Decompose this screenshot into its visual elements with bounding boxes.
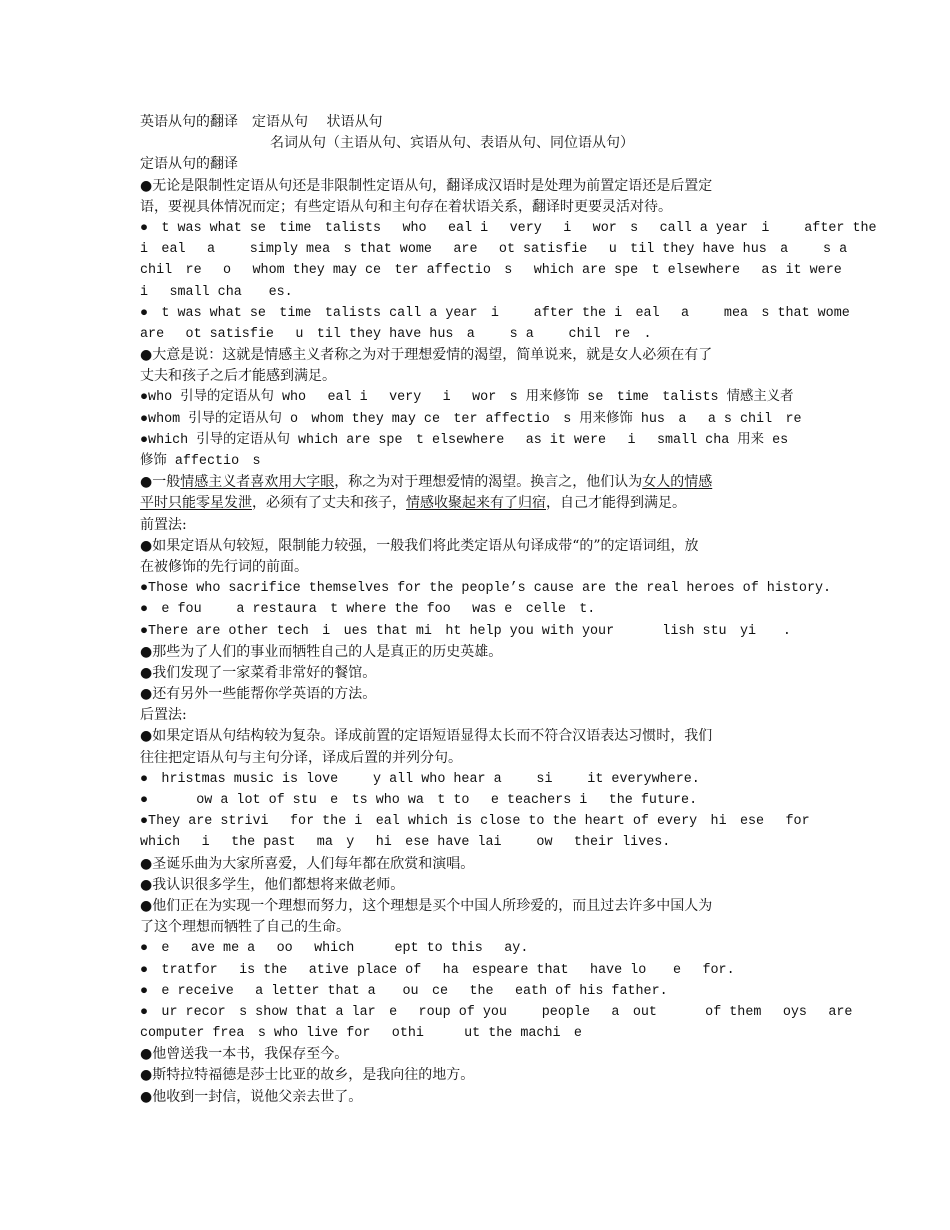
meaning-line-1: ●大意是说：这就是情感主义者称之为对于理想爱情的渴望，简单说来，就是女人必须在有了 [140, 347, 713, 364]
back-example-en-4: ● e ave me a oo which ept to this ay. [140, 941, 529, 957]
front-example-zh-3: ●还有另外一些能帮你学英语的方法。 [140, 686, 377, 703]
front-desc-line-2: 在被修饰的先行词的前面。 [140, 558, 308, 575]
translation-line-1 [140, 472, 920, 493]
example1-line-4: i small cha es. [140, 284, 293, 300]
back-example-zh-2: ●我认识很多学生，他们都想将来做老师。 [140, 876, 405, 893]
back-example-en-2: ● ow a lot of stu e ts who wa t to e teachers i the future. [140, 793, 698, 808]
example2-line-2: are ot satisfie u til they have hus a s a chil re . [140, 326, 652, 342]
example1-line-3: chil re o whom they may ce ter affectio s which are spe t elsewhere as it were [140, 263, 842, 279]
back-heading: 后置法: [140, 707, 187, 724]
underlined-phrase: 平时只能零星发泄 [140, 495, 252, 512]
back-example-en-1: ● hristmas music is love y all who hear a si it everywhere. [140, 771, 700, 787]
back-example-en-7-line-2: computer frea s who live for othi ut the machi e [140, 1026, 582, 1042]
front-heading: 前置法: [140, 516, 187, 533]
example2-line-1: ● t was what se time talists call a year i after the i eal a mea s that wome [140, 305, 850, 321]
back-example-zh-6: ●他收到一封信，说他父亲去世了。 [140, 1088, 363, 1105]
back-desc-line-1: ●如果定语从句结构较为复杂。译成前置的定语短语显得太长而不符合汉语表达习惯时，我们 [140, 728, 713, 745]
front-desc-line-1: ●如果定语从句较短，限制能力较强，一般我们将此类定语从句译成带“的”的定语词组，放 [140, 537, 699, 554]
front-example-en-1: ●Those who sacrifice themselves for the people’s cause are the real heroes of history. [140, 581, 832, 597]
meaning-line-2: 丈夫和孩子之后才能感到满足。 [140, 368, 336, 385]
back-example-en-3-line-1: ●They are strivi for the i eal which is close to the heart of every hi ese for [140, 814, 810, 830]
document-subtitle: 名词从句（主语从句、宾语从句、表语从句、同位语从句） [270, 135, 634, 152]
translation-text: ，自己才能得到满足。 [546, 495, 686, 512]
back-example-zh-4: ●他曾送我一本书，我保存至今。 [140, 1046, 349, 1063]
back-example-en-6: ● e receive a letter that a ou ce the eath of his father. [140, 983, 668, 999]
back-example-en-5: ● tratfor is the ative place of ha espeare that have lo e for. [140, 962, 735, 978]
translation-text: ，称之为对于理想爱情的渴望。换言之，他们认为 [334, 474, 643, 491]
intro-line-2: 语，要视具体情况而定；有些定语从句和主句存在着状语关系，翻译时更要灵活对待。 [140, 198, 672, 215]
example1-line-1: ● t was what se time talists who eal i very i wor s call a year i after the [140, 220, 877, 236]
document-title: 英语从句的翻译 定语从句 状语从句 [140, 114, 383, 130]
back-example-zh-5: ●斯特拉特福德是莎士比亚的故乡，是我向往的地方。 [140, 1067, 475, 1084]
analysis-whom: ●whom 引导的定语从句 o whom they may ce ter affectio s 用来修饰 hus a a s chil re [140, 411, 802, 427]
section-heading: 定语从句的翻译 [140, 156, 238, 173]
analysis-which-line-2: 修饰 affectio s [140, 454, 261, 469]
example1-line-2: i eal a simply mea s that wome are ot satisfie u til they have hus a s a [140, 242, 848, 258]
front-example-en-3: ●There are other tech i ues that mi ht help you with your lish stu yi . [140, 623, 791, 639]
back-example-zh-3-line-2: 了这个理想而牺牲了自己的生命。 [140, 919, 350, 936]
analysis-who: ●who 引导的定语从句 who eal i very i wor s 用来修饰 se time talists 情感主义者 [140, 390, 794, 406]
back-example-zh-3-line-1: ●他们正在为实现一个理想而努力，这个理想是买个中国人所珍爱的，而且过去许多中国人为 [140, 897, 713, 914]
analysis-which-line-1: ●which 引导的定语从句 which are spe t elsewhere as it were i small cha 用来 es [140, 432, 789, 448]
document-page [140, 112, 920, 1108]
front-example-en-2: ● e fou a restaura t where the foo was e celle t. [140, 602, 596, 618]
underlined-phrase: 情感收聚起来有了归宿 [406, 495, 546, 512]
front-example-zh-1: ●那些为了人们的事业而牺牲自己的人是真正的历史英雄。 [140, 643, 503, 660]
translation-text: ，必须有了丈夫和孩子， [252, 495, 406, 512]
back-desc-line-2: 往往把定语从句与主句分译，译成后置的并列分句。 [140, 749, 462, 766]
translation-line-2 [140, 493, 920, 514]
back-example-en-7-line-1: ● ur recor s show that a lar e roup of you people a out of them oys are [140, 1004, 853, 1020]
underlined-phrase: 情感主义者喜欢用大字眼 [180, 474, 335, 491]
translation-text: ●一般 [140, 474, 181, 491]
front-example-zh-2: ●我们发现了一家菜肴非常好的餐馆。 [140, 664, 377, 681]
underlined-phrase: 女人的情感 [642, 474, 713, 491]
back-example-en-3-line-2: which i the past ma y hi ese have lai ow their lives. [140, 835, 671, 851]
intro-line-1: ●无论是限制性定语从句还是非限制性定语从句，翻译成汉语时是处理为前置定语还是后置定 [140, 177, 713, 194]
back-example-zh-1: ●圣诞乐曲为大家所喜爱，人们每年都在欣赏和演唱。 [140, 855, 475, 872]
